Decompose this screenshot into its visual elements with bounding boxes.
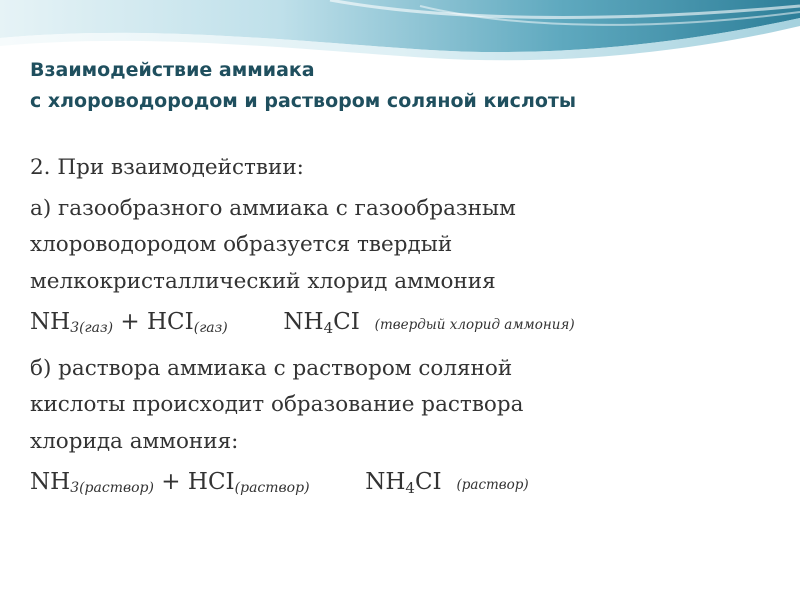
formula-b-nh: NH: [30, 469, 71, 495]
slide-title: [30, 55, 780, 117]
slide-title-line-2: с хлороводородом и раствором соляной кислоты: [30, 90, 577, 112]
part-a-text: [30, 191, 770, 301]
formula-a-hcl-sub: (газ): [193, 320, 228, 336]
formula-a-product-sub: 4: [323, 319, 334, 337]
formula-b-note: (раствор): [456, 477, 529, 493]
intro-text: 2. При взаимодействии:: [30, 155, 304, 180]
formula-b: [30, 464, 770, 507]
part-a-line-2: хлороводородом образуется твердый: [30, 232, 453, 257]
formula-a-product-cl: CI: [333, 309, 360, 335]
part-b-line-1: б) раствора аммиака с раствором соляной: [30, 355, 513, 381]
formula-a-plus: +: [113, 309, 147, 335]
part-b-line-3: хлорида аммония:: [30, 428, 239, 454]
formula-b-hcl-sub: (раствор): [234, 480, 310, 496]
formula-a-hcl: HCI: [146, 309, 194, 335]
part-a-line-3: мелкокристаллический хлорид аммония: [30, 268, 496, 294]
formula-b-product-nh: NH: [365, 469, 406, 495]
formula-a-note: (твердый хлорид аммония): [374, 317, 575, 333]
formula-a-nh-sub: 3(газ): [70, 320, 114, 336]
part-b-line-2: кислоты происходит образование раствора: [30, 392, 524, 417]
part-b-text: [30, 351, 770, 461]
formula-b-nh-sub: 3(раствор): [70, 480, 154, 496]
slide-title-line-1: Взаимодействие аммиака: [30, 59, 315, 81]
formula-a-product-nh: NH: [283, 309, 324, 335]
formula-a-nh: NH: [30, 309, 71, 335]
formula-a: [30, 304, 770, 347]
slide-body: [30, 150, 770, 511]
formula-b-hcl: HCI: [187, 469, 235, 495]
formula-b-product-cl: CI: [414, 469, 442, 495]
formula-b-product-sub: 4: [405, 479, 415, 497]
part-a-line-1: а) газообразного аммиака с газообразным: [30, 195, 516, 221]
formula-b-plus: +: [153, 469, 188, 495]
